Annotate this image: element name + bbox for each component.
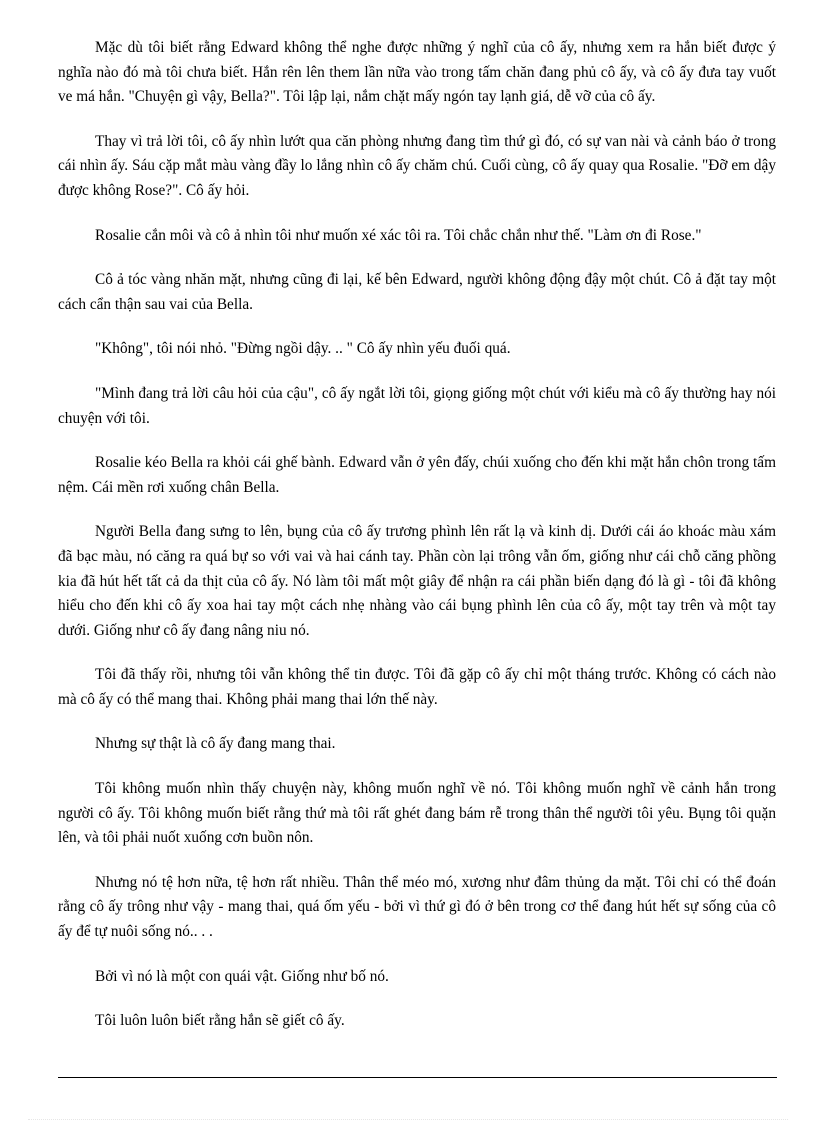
- paragraph-1: Mặc dù tôi biết rằng Edward không thể nghe được những ý nghĩ của cô ấy, nhưng xem ra hắn biết được ý nghĩa nào đó mà tôi chưa biết. Hắn rên lên them lần nữa vào trong tấm chăn đang phủ cô ấy, và cô ấy đưa tay vuốt ve má hắn. "Chuyện gì vậy, Bella?". Tôi lập lại, nắm chặt mấy ngón tay lạnh giá, dễ vỡ của cô ấy.: [58, 39, 776, 106]
- paragraph-14: Tôi luôn luôn biết rằng hắn sẽ giết cô ấy.: [95, 1012, 345, 1030]
- paragraph-6: "Mình đang trả lời câu hỏi của cậu", cô ấy ngắt lời tôi, giọng giống một chút với kiểu mà cô ấy thường hay nói chuyện với tôi.: [58, 384, 776, 427]
- paragraph-9: Tôi đã thấy rồi, nhưng tôi vẫn không thể tin được. Tôi đã gặp cô ấy chỉ một tháng trước. Không có cách nào mà cô ấy có thể mang thai. Không phải mang thai lớn thế này.: [58, 666, 776, 708]
- document-page: [58, 36, 776, 1054]
- paragraph-10: Nhưng sự thật là cô ấy đang mang thai.: [95, 735, 336, 753]
- paragraph-8: Người Bella đang sưng to lên, bụng của cô ấy trương phình lên rất lạ và kinh dị. Dưới cái áo khoác màu xám đã bạc màu, nó căng ra quá bự so với vai và hai cánh tay. Phần còn lại trông vẫn ốm, giống như cái chỗ căng phồng kia đã hút hết tất cả da thịt của cô ấy. Nó làm tôi mất một giây để nhận ra cái phần biến dạng đó là gì - tôi đã không hiểu cho đến khi cô ấy xoa hai tay một cách nhẹ nhàng vào cái bụng phình lên của cô ấy, một tay trên và một tay dưới. Giống như cô ấy đang nâng niu nó.: [58, 523, 776, 639]
- paragraph-11: Tôi không muốn nhìn thấy chuyện này, không muốn nghĩ về nó. Tôi không muốn nghĩ về cảnh hắn trong người cô ấy. Tôi không muốn biết rằng thứ mà tôi rất ghét đang bám rễ trong thân thể người tôi yêu. Bụng tôi quặn lên, và tôi phải nuốt xuống cơn buồn nôn.: [58, 780, 776, 847]
- paragraph-5: "Không", tôi nói nhỏ. "Đừng ngồi dậy. .. " Cô ấy nhìn yếu đuối quá.: [95, 340, 511, 358]
- paragraph-3: Rosalie cắn môi và cô ả nhìn tôi như muốn xé xác tôi ra. Tôi chắc chắn như thế. "Làm ơn đi Rose.": [95, 226, 702, 244]
- paragraph-13: Bởi vì nó là một con quái vật. Giống như bố nó.: [95, 967, 389, 985]
- paragraph-4: Cô ả tóc vàng nhăn mặt, nhưng cũng đi lại, kế bên Edward, người không động đậy một chút. Cô ả đặt tay một cách cẩn thận sau vai của Bella.: [58, 271, 776, 313]
- paragraph-2: Thay vì trả lời tôi, cô ấy nhìn lướt qua căn phòng nhưng đang tìm thứ gì đó, có sự van nài và cảnh báo ở trong cái nhìn ấy. Sáu cặp mắt màu vàng đầy lo lắng nhìn cô ấy chăm chú. Cuối cùng, cô ấy quay qua Rosalie. "Đỡ em dậy được không Rose?". Cô ấy hỏi.: [58, 132, 776, 199]
- footer-rule: [58, 1077, 777, 1078]
- page-bottom-edge: [28, 1119, 788, 1120]
- paragraph-7: Rosalie kéo Bella ra khỏi cái ghế bành. Edward vẫn ở yên đấy, chúi xuống cho đến khi mặt hắn chôn trong tấm nệm. Cái mền rơi xuống chân Bella.: [58, 454, 776, 496]
- paragraph-12: Nhưng nó tệ hơn nữa, tệ hơn rất nhiều. Thân thể méo mó, xương như đâm thủng da mặt. Tôi chỉ có thể đoán rằng cô ấy trông như vậy - mang thai, quá ốm yếu - bởi vì thứ gì đó ở bên trong cơ thể đang hút hết sự sống của cô ấy để tự nuôi sống nó.. . .: [58, 873, 776, 941]
